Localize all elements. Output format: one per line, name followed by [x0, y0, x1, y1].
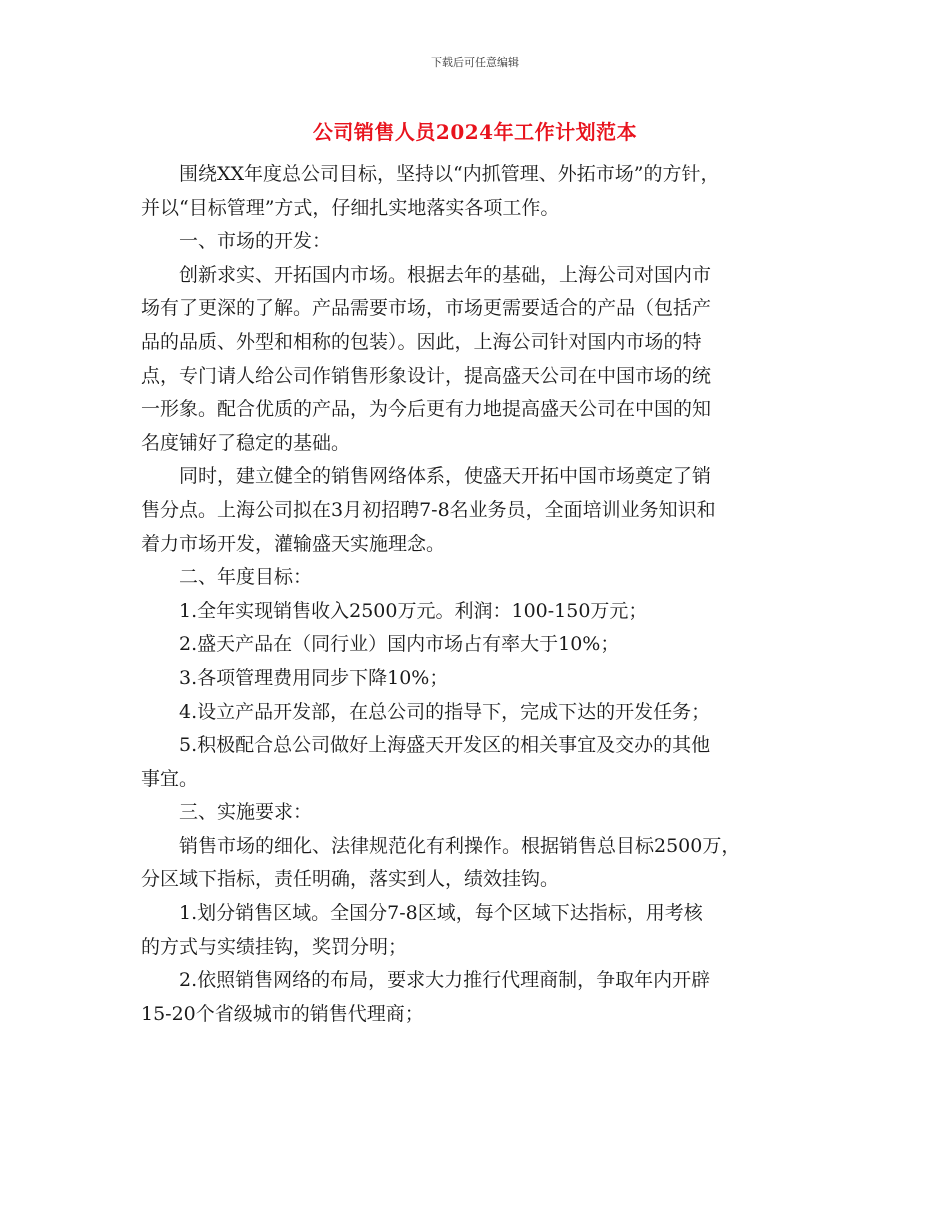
- paragraph-intro: 围绕XX年度总公司目标，坚持以“内抓管理、外拓市场”的方针， 并以“目标管理”方式，仔细扎实地落实各项工作。: [141, 163, 720, 219]
- paragraph-market-innovation: 创新求实、开拓国内市场。根据去年的基础，上海公司对国内市 场有了更深的了解。产品需要市场，市场更需要适合的产品（包括产 品的品质、外型和相称的包装）。因此，上海公司针对国内市场的特 点，专门请人给公司作销售形象设计，提高盛天公司在中国市场的统 一形象。配合优质的产品，为今后更有力地提高盛天公司在中国的知 名度铺好了稳定的基础。: [141, 263, 712, 454]
- goal-item-4: 4.设立产品开发部，在总公司的指导下，完成下达的开发任务；: [179, 700, 711, 723]
- page-header-note: 下载后可任意编辑: [431, 56, 519, 69]
- goal-item-3: 3.各项管理费用同步下降10%；: [179, 666, 449, 689]
- paragraph-implementation-intro: 销售市场的细化、法律规范化有利操作。根据销售总目标2500万， 分区域下指标，责任明确，落实到人，绩效挂钩。: [141, 834, 741, 891]
- document-body: [141, 158, 817, 1031]
- section-heading-implementation: 三、实施要求：: [179, 801, 313, 824]
- section-heading-annual-goals: 二、年度目标：: [179, 566, 313, 589]
- goal-item-1: 1.全年实现销售收入2500万元。利润：100-150万元；: [179, 599, 648, 622]
- section-heading-market: 一、市场的开发：: [179, 230, 332, 253]
- requirement-item-2: 2.依照销售网络的布局，要求大力推行代理商制，争取年内开辟 15-20个省级城市的销售代理商；: [141, 969, 711, 1025]
- requirement-item-1: 1.划分销售区域。全国分7-8区域，每个区域下达指标，用考核 的方式与实绩挂钩，奖罚分明；: [141, 902, 703, 958]
- document-title: 公司销售人员2024年工作计划范本: [312, 120, 638, 144]
- paragraph-sales-network: 同时，建立健全的销售网络体系，使盛天开拓中国市场奠定了销 售分点。上海公司拟在3月初招聘7-8名业务员，全面培训业务知识和 着力市场开发，灌输盛天实施理念。: [141, 465, 716, 555]
- goal-item-5: 5.积极配合总公司做好上海盛天开发区的相关事宜及交办的其他 事宜。: [141, 734, 711, 790]
- goal-item-2: 2.盛天产品在（同行业）国内市场占有率大于10%；: [179, 633, 620, 656]
